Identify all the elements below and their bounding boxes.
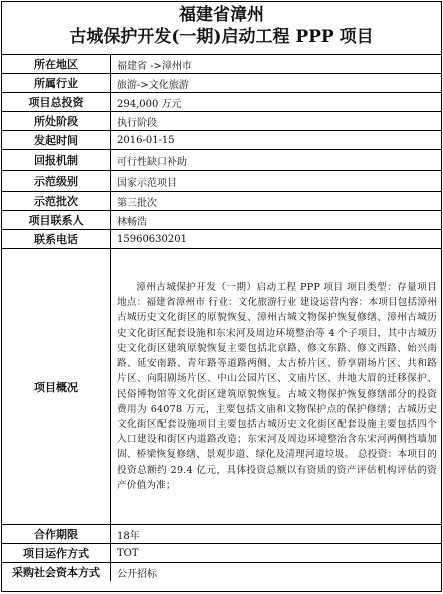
field-value: 第三批次 [111, 192, 442, 211]
field-value: 15960630201 [111, 230, 442, 249]
field-label: 发起时间 [2, 131, 111, 150]
field-label: 联系电话 [2, 230, 111, 249]
title-line-2: 古城保护开发(一期)启动工程 PPP 项目 [69, 27, 374, 47]
field-label: 回报机制 [2, 150, 111, 171]
field-label: 所处阶段 [2, 112, 111, 131]
project-info-sheet [1, 1, 442, 592]
field-label: 合作期限 [2, 525, 111, 544]
table-row [2, 230, 441, 249]
table-row [2, 192, 441, 211]
table-row [2, 93, 441, 112]
table-row [2, 525, 441, 544]
field-label: 所属行业 [2, 74, 111, 93]
table-row [2, 211, 441, 230]
table-row [2, 171, 441, 192]
title-line-1: 福建省漳州 [179, 5, 264, 25]
field-value: 国家示范项目 [111, 171, 442, 192]
table-row [2, 112, 441, 131]
table-row [2, 150, 441, 171]
field-value: 旅游->文化旅游 [111, 74, 442, 93]
field-value: 执行阶段 [111, 112, 442, 131]
field-label: 所在地区 [2, 55, 111, 74]
table-row [2, 131, 441, 150]
overview-cell [111, 249, 442, 525]
table-row-overview [2, 249, 441, 525]
field-value: 林畅浩 [111, 211, 442, 230]
overview-text: 漳州古城保护开发（一期）启动工程 PPP 项目 项目类型：存量项目 地点：福建省漳州市 行业：文化旅游行业 建设运营内容：本项目包括漳州古城历史文化街区的原貌恢复、漳州古城文物保护恢复修缮、漳州古城历史文化街区配套设施和东宋河及周边环境整治等 4 个子项目，其中古城历史文化街区建筑原貌恢复主要包括北京路、修文东路、修文西路、始兴南路、延安南路、青年路等道路两侧、太古桥片区、侨享剧场片区、共和路片区、向阳剧场片区、中山公园片区、文庙片区、井地大眉的迁移保护、民俗博物馆等文化街区建筑原貌恢复。古城文物保护恢复修缮部分的投资费用为 64078 万元，主要包括文庙和文物保护点的保护修缮；古城历史文化街区配套设施项目主要包括古城历史文化街区配套设施主要包括四个入口建设和街区内道路改造；东宋河及周边环境整治含东宋河两侧挡墙加固、桥梁恢复修缮、景观步道、绿化及清理河道垃圾。 总投资：本项目的投资总额约 29.4 亿元，具体投资总额以有资质的资产评估机构评估的资产价值为准； [117, 282, 437, 491]
field-label: 项目联系人 [2, 211, 111, 230]
field-label: 示范批次 [2, 192, 111, 211]
field-label: 项目概况 [2, 249, 111, 525]
field-value: 2016-01-15 [111, 131, 442, 150]
field-value: 294,000 万元 [111, 93, 442, 112]
field-label: 采购社会资本方式 [2, 563, 111, 582]
project-info-table [2, 55, 441, 581]
field-label: 示范级别 [2, 171, 111, 192]
field-value: 可行性缺口补助 [111, 150, 442, 171]
field-value: TOT [111, 544, 442, 563]
table-row [2, 55, 441, 74]
field-value: 福建省 ->漳州市 [111, 55, 442, 74]
field-label: 项目总投资 [2, 93, 111, 112]
table-row [2, 544, 441, 563]
field-value: 公开招标 [117, 568, 157, 580]
field-value: 18年 [111, 525, 442, 544]
field-label: 项目运作方式 [2, 544, 111, 563]
table-row [2, 74, 441, 93]
document-title [2, 2, 441, 55]
table-row [2, 563, 441, 582]
